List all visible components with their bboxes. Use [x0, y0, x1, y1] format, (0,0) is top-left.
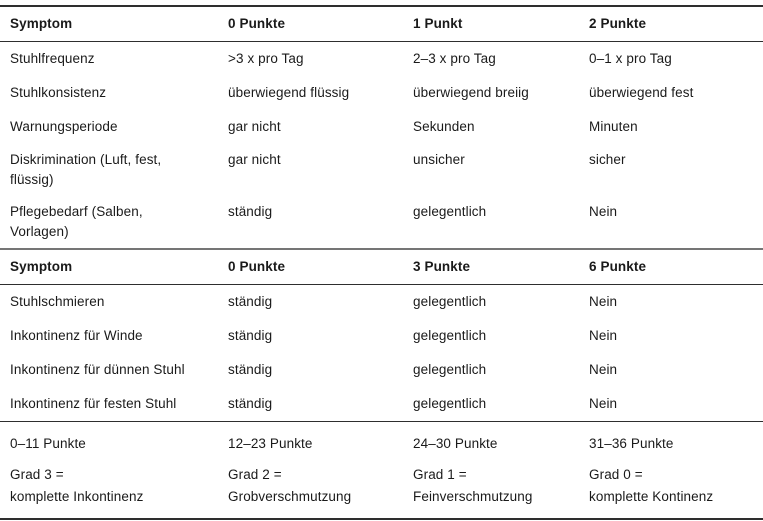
value-cell: 2–3 x pro Tag [413, 51, 496, 66]
footer-grades-row [0, 459, 763, 518]
row-label-line: Vorlagen) [10, 224, 69, 239]
points-range: 12–23 Punkte [228, 436, 313, 451]
grade-label: Grad 0 = [589, 467, 643, 482]
table-row-inkontinenz-fester-stuhl [0, 387, 763, 421]
value-cell: gelegentlich [413, 294, 487, 309]
value-cell: >3 x pro Tag [228, 51, 304, 66]
row-label: Inkontinenz für Winde [10, 328, 143, 343]
column-header-symptom: Symptom [10, 259, 73, 274]
grade-label: Grad 2 = [228, 467, 282, 482]
points-range: 24–30 Punkte [413, 436, 498, 451]
row-label: Inkontinenz für dünnen Stuhl [10, 362, 185, 377]
value-cell: sicher [589, 152, 626, 167]
grade-label: Grad 1 = [413, 467, 467, 482]
value-cell: ständig [228, 396, 273, 411]
points-range: 0–11 Punkte [10, 436, 86, 451]
value-cell: gar nicht [228, 119, 281, 134]
table-row-inkontinenz-winde [0, 319, 763, 353]
grade-meaning: Feinverschmutzung [413, 489, 533, 504]
column-header-1-punkt: 1 Punkt [413, 16, 463, 31]
footer-points-row [0, 422, 763, 459]
value-cell: 0–1 x pro Tag [589, 51, 672, 66]
table-row-stuhlkonsistenz [0, 76, 763, 110]
table-row-warnungsperiode [0, 110, 763, 144]
section2-header-row [0, 250, 763, 284]
column-header-6-punkte: 6 Punkte [589, 259, 647, 274]
value-cell: gelegentlich [413, 362, 487, 377]
value-cell: Sekunden [413, 119, 475, 134]
grade-definition [589, 464, 755, 508]
value-cell: Nein [589, 362, 618, 377]
value-cell: gar nicht [228, 152, 281, 167]
row-label: Inkontinenz für festen Stuhl [10, 396, 177, 411]
value-cell: überwiegend breiig [413, 85, 529, 100]
row-label-line: Pflegebedarf (Salben, [10, 204, 143, 219]
value-cell: überwiegend fest [589, 85, 694, 100]
value-cell: ständig [228, 294, 273, 309]
grade-label: Grad 3 = [10, 467, 64, 482]
row-label-line: Diskrimination (Luft, fest, [10, 152, 162, 167]
value-cell: Nein [589, 396, 618, 411]
grade-definition [228, 464, 413, 508]
value-cell: gelegentlich [413, 396, 487, 411]
grade-meaning: komplette Kontinenz [589, 489, 714, 504]
column-header-symptom: Symptom [10, 16, 73, 31]
row-label: Stuhlkonsistenz [10, 85, 107, 100]
value-cell: gelegentlich [413, 328, 487, 343]
table-row-diskrimination [0, 144, 763, 196]
row-label [10, 150, 228, 190]
row-label: Warnungsperiode [10, 119, 118, 134]
table-row-stuhlfrequenz [0, 42, 763, 76]
grade-definition [413, 464, 589, 508]
row-label-line: flüssig) [10, 172, 54, 187]
row-label: Stuhlfrequenz [10, 51, 95, 66]
table-row-pflegebedarf [0, 196, 763, 248]
value-cell: überwiegend flüssig [228, 85, 350, 100]
table-row-inkontinenz-duenner-stuhl [0, 353, 763, 387]
value-cell: ständig [228, 362, 273, 377]
value-cell: ständig [228, 204, 273, 219]
grade-meaning: komplette Inkontinenz [10, 489, 144, 504]
grade-meaning: Grobverschmutzung [228, 489, 352, 504]
column-header-2-punkte: 2 Punkte [589, 16, 647, 31]
value-cell: ständig [228, 328, 273, 343]
table-row-stuhlschmieren [0, 285, 763, 319]
bottom-border [0, 518, 763, 520]
value-cell: Minuten [589, 119, 638, 134]
section1-header-row [0, 7, 763, 41]
grade-definition [10, 464, 228, 508]
column-header-0-punkte: 0 Punkte [228, 259, 286, 274]
column-header-3-punkte: 3 Punkte [413, 259, 471, 274]
points-range: 31–36 Punkte [589, 436, 674, 451]
row-label [10, 202, 228, 242]
value-cell: Nein [589, 294, 618, 309]
row-label: Stuhlschmieren [10, 294, 105, 309]
value-cell: unsicher [413, 152, 465, 167]
value-cell: Nein [589, 328, 618, 343]
value-cell: Nein [589, 204, 618, 219]
column-header-0-punkte: 0 Punkte [228, 16, 286, 31]
value-cell: gelegentlich [413, 204, 487, 219]
